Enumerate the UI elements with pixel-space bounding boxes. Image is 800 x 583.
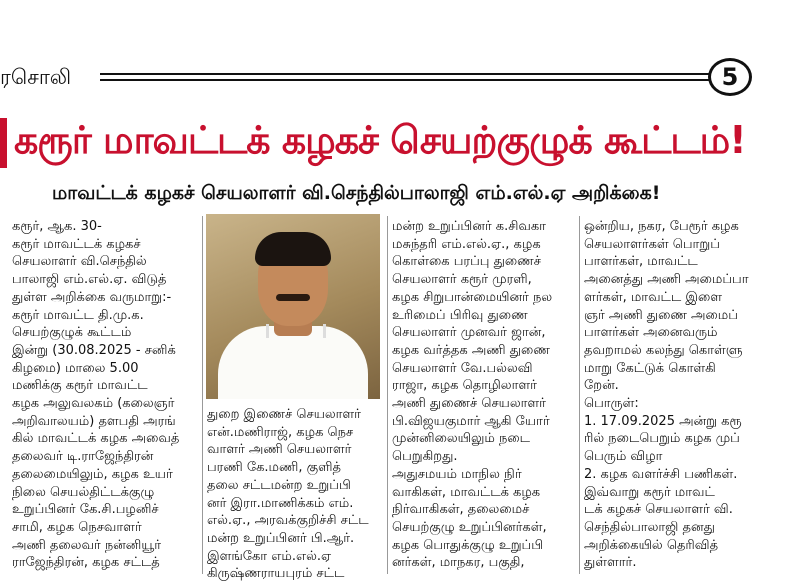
article-line: பி.விஜயகுமார் ஆகி யோர் — [392, 413, 550, 429]
article-line: பாளர்கள், மாவட்ட — [584, 254, 698, 270]
article-line: மணிக்கு கரூர் மாவட்ட — [12, 378, 148, 394]
article-line: ராஜா, கழக தொழிலாளர் — [392, 378, 537, 394]
article-line: முன்னிலையிலும் நடை — [392, 431, 531, 447]
photo-hair — [255, 232, 331, 266]
article-line: ஞர் அணி துணை அமைப் — [584, 307, 738, 323]
article-line: கில் மாவட்டக் கழக அவைத் — [12, 431, 180, 447]
article-line: துள்ள அறிக்கை வருமாறு:- — [12, 289, 172, 305]
portrait-photo — [206, 214, 380, 399]
photo-collar — [266, 324, 326, 338]
article-line: டக் கழகச் செயலாளர் வி. — [584, 502, 733, 518]
article-column-1 — [12, 218, 200, 572]
article-line: ஒன்றிய, நகர, பேரூர் கழக — [584, 219, 739, 234]
article-line: வாளர் அணி செயலாளர் — [207, 442, 352, 458]
article-line: துறை இணைச் செயலாளர் — [207, 407, 361, 422]
article-line: ராஜேந்திரன், கழக சட்டத் — [12, 555, 160, 571]
article-line: னர் இரா.மாணிக்கம் எம். — [207, 495, 354, 511]
article-line: பெரும் விழா — [584, 449, 663, 465]
article-line: கழக பொதுக்குழு உறுப்பி — [392, 537, 544, 553]
article-line: கரூர் மாவட்டக் கழகச் — [12, 236, 141, 252]
article-line: மசுந்தரி எம்.எல்.ஏ., கழக — [392, 236, 541, 252]
article-line: செயற்குழு உறுப்பினர்கள், — [392, 519, 547, 535]
article-line: றேன். — [584, 378, 619, 394]
article-line: அனைத்து அணி அமைப்பா — [584, 272, 749, 288]
article-line: னர்கள், மாநகர, பகுதி, — [392, 555, 525, 571]
article-line: 2. கழக வளர்ச்சி பணிகள். — [584, 466, 738, 482]
article-line: பாளர்கள் அனைவரும் — [584, 325, 718, 341]
article-line: பெறுகிறது. — [392, 449, 458, 465]
article-line: மன்ற உறுப்பினர் க.சிவகா — [392, 219, 546, 234]
article-line: கிருஷ்ணராயபுரம் சட்ட — [207, 566, 345, 582]
masthead — [0, 58, 800, 98]
article-line: தலைமையிலும், கழக உயர் — [12, 466, 173, 482]
article-line: செந்தில்பாலாஜி தனது — [584, 519, 715, 535]
article-line: கரூர் மாவட்ட தி.மு.க. — [12, 307, 144, 323]
article-line: பாலாஜி எம்.எல்.ஏ. விடுத் — [12, 272, 167, 288]
article-line: ளர்கள், மாவட்ட இளை — [584, 289, 723, 305]
article-line: செயலாளர் முனவர் ஜான், — [392, 325, 546, 341]
article-line: தலைவர் டி.ராஜேந்திரன் — [12, 449, 154, 465]
article-line: செயலாளர் வே.பல்லவி — [392, 360, 533, 376]
article-line: இன்று (30.08.2025 - சனிக் — [12, 342, 176, 358]
page-number: 5 — [708, 58, 752, 96]
article-column-4 — [584, 218, 784, 572]
newspaper-name: ரசொலி — [0, 65, 72, 89]
article-line: நிர்வாகிகள், தலைமைச் — [392, 502, 530, 518]
article-line: சாமி, கழக நெசவாளர் — [12, 519, 142, 535]
article-line: கிழமை) மாலை 5.00 — [12, 360, 139, 376]
article-line: எல்.ஏ., அரவக்குறிச்சி சட்ட — [207, 513, 369, 529]
article-line: உறுப்பினர் கே.சி.பழனிச் — [12, 502, 159, 518]
headline: கரூர் மாவட்டக் கழகச் செயற்குழுக் கூட்டம்! — [14, 118, 746, 162]
article-column-2 — [207, 406, 385, 583]
article-line: அறிவாலயம்) தளபதி அரங் — [12, 413, 176, 429]
article-line: இவ்வாறு கரூர் மாவட் — [584, 484, 715, 500]
headline-accent-bar — [0, 118, 7, 168]
article-line: கழக சிறுபான்மையினர் நல — [392, 289, 553, 305]
article-line: அணி துணைச் செயலாளர் — [392, 396, 546, 412]
masthead-rule — [100, 79, 730, 81]
article-line: பரணி கே.மணி, குளித் — [207, 460, 341, 476]
masthead-rule — [100, 73, 730, 75]
article-line: இளங்கோ எம்.எல்.ஏ — [207, 548, 332, 564]
article-line: தலை சட்டமன்ற உறுப்பி — [207, 477, 351, 493]
column-divider — [579, 216, 580, 574]
article-line: அணி தலைவர் நன்னியூர் — [12, 537, 162, 553]
article-line: 1. 17.09.2025 அன்று கரூ — [584, 413, 742, 429]
article-line: உரிமைப் பிரிவு துணை — [392, 307, 528, 323]
column-divider — [387, 216, 388, 574]
photo-moustache — [276, 294, 310, 301]
article-line: கழக அலுவலகம் (கலைஞர் — [12, 396, 175, 412]
article-line: செயற்குழுக் கூட்டம் — [12, 325, 132, 341]
article-line: அறிக்கையில் தெரிவித் — [584, 537, 719, 553]
article-line: மாறு கேட்டுக் கொள்கி — [584, 360, 716, 376]
column-divider — [202, 216, 203, 574]
article-line: ரில் நடைபெறும் கழக முப் — [584, 431, 740, 447]
article-line: செயலாளர்கள் பொறுப் — [584, 236, 720, 252]
article-column-3 — [392, 218, 576, 572]
article-line: நிலை செயல்திட்டக்குழு — [12, 484, 155, 500]
article-line: அதுசமயம் மாநில நிர் — [392, 466, 522, 482]
article-line: செயலாளர் கரூர் முரளி, — [392, 272, 532, 288]
article-line: கழக வர்த்தக அணி துணை — [392, 342, 550, 358]
article-line: கொள்கை பரப்பு துணைச் — [392, 254, 541, 270]
article-line: என்.மணிராஜ், கழக நெச — [207, 424, 354, 440]
article-line: மன்ற உறுப்பினர் பி.ஆர். — [207, 530, 355, 546]
article-line: வாகிகள், மாவட்டக் கழக — [392, 484, 541, 500]
article-line: தவறாமல் கலந்து கொள்ளு — [584, 342, 743, 358]
article-line: துள்ளார். — [584, 555, 637, 571]
article-line: செயலாளர் வி.செந்தில் — [12, 254, 147, 270]
article-line: பொருள்: — [584, 396, 639, 412]
subheadline: மாவட்டக் கழகச் செயலாளர் வி.செந்தில்பாலாஜி எம்.எல்.ஏ அறிக்கை! — [52, 182, 661, 204]
article-line: கரூர், ஆக. 30- — [12, 219, 102, 234]
